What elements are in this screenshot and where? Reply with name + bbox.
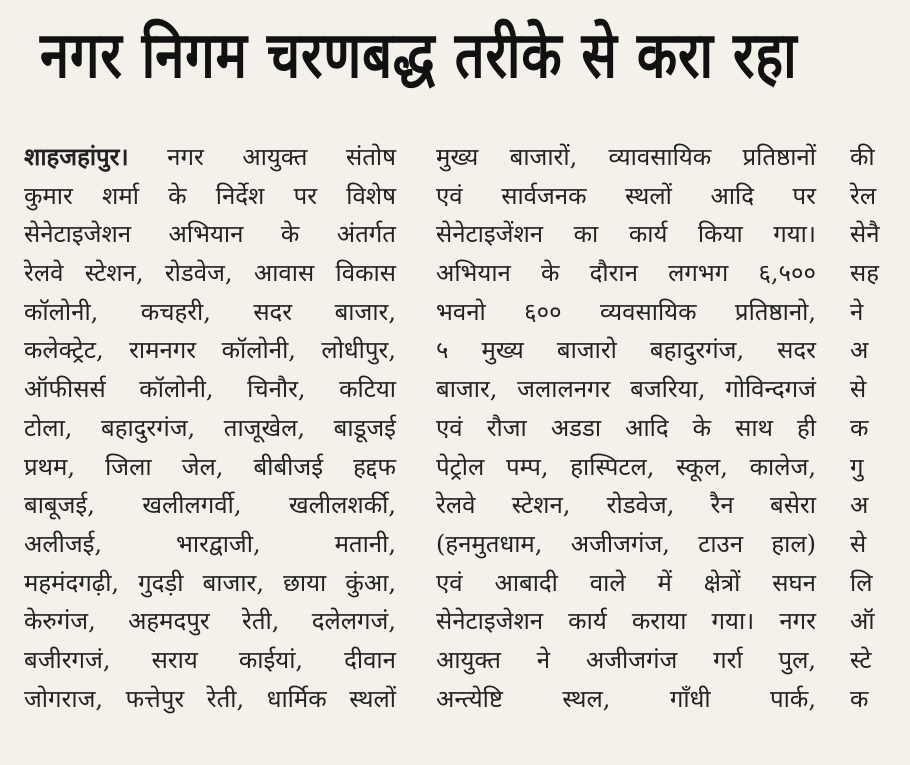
article-line: पेट्रोल पम्प, हास्पिटल, स्कूल, कालेज,: [436, 452, 816, 481]
article-line: सेनेटाइजेशन अभियान के अंतर्गत: [24, 220, 396, 249]
article-line: एवं सार्वजनक स्थलों आदि पर: [436, 181, 816, 210]
dateline: शाहजहांपुर।: [24, 142, 129, 171]
article-line: ऑ: [850, 607, 875, 636]
article-line: टोला, बहादुरगंज, ताजूखेल, बाडूजई: [24, 413, 396, 442]
article-line: ५ मुख्य बाजारो बहादुरगंज, सदर: [436, 336, 816, 365]
article-line: कॉलोनी, कचहरी, सदर बाजार,: [24, 297, 396, 326]
article-line: अलीजई, भारद्वाजी, मतानी,: [24, 529, 396, 558]
article-line: एवं रौजा अडडा आदि के साथ ही: [436, 413, 816, 442]
article-line: की: [850, 143, 875, 171]
article-line: अन्त्येष्टि स्थल, गाँधी पार्क,: [436, 684, 816, 713]
article-line: केरुगंज, अहमदपुर रेती, दलेलगजं,: [24, 607, 396, 636]
article-line: स्टे: [850, 645, 872, 674]
article-line: लि: [850, 568, 873, 597]
article-line: से: [850, 529, 867, 558]
article-line: गु: [850, 452, 864, 481]
article-line: एवं आबादी वाले में क्षेत्रों सघन: [436, 568, 816, 597]
article-line: सेनै: [850, 220, 880, 249]
article-line: बाजार, जलालनगर बजरिया, गोविन्दगजं: [436, 375, 816, 404]
article-line: भवनो ६०० व्यवसायिक प्रतिष्ठानो,: [436, 297, 816, 326]
article-line: शाहजहांपुर। नगर आयुक्त संतोष: [24, 138, 396, 177]
article-line: मुख्य बाजारों, व्यावसायिक प्रतिष्ठानों: [436, 143, 816, 171]
article-column-2: [436, 138, 816, 718]
article-line: रेल: [850, 181, 877, 210]
article-line: कुमार शर्मा के निर्देश पर विशेष: [24, 181, 396, 210]
article-line: आयुक्त ने अजीजगंज गर्रा पुल,: [436, 645, 816, 674]
article-line: ने: [850, 297, 864, 326]
article-line: अ: [850, 491, 869, 520]
article-line: रेलवे स्टेशन, रोडवेज, आवास विकास: [24, 259, 396, 288]
article-line: (हनमुतधाम, अजीजगंज, टाउन हाल): [436, 529, 816, 558]
article-line: जोगराज, फत्तेपुर रेती, धार्मिक स्थलों: [24, 684, 396, 713]
article-line: सेनेटाइजेंशन का कार्य किया गया।: [436, 220, 816, 249]
article-line: बाबूजई, खलीलगर्वी, खलीलशर्की,: [24, 491, 396, 520]
article-line: से: [850, 375, 867, 404]
article-column-1: [24, 138, 396, 718]
article-line: क: [850, 413, 869, 442]
article-line: क: [850, 684, 869, 713]
article-line: अभियान के दौरान लगभग ६,५००: [436, 259, 816, 288]
article-line: ऑफीसर्स कॉलोनी, चिनौर, कटिया: [24, 375, 396, 404]
article-line: अ: [850, 336, 869, 365]
article-line: प्रथम, जिला जेल, बीबीजई हद्दफ: [24, 452, 396, 481]
headline: नगर निगम चरणबद्ध तरीके से करा रहा: [40, 19, 798, 93]
article-line: रेलवे स्टेशन, रोडवेज, रैन बसेरा: [436, 491, 816, 520]
article-line: सह: [850, 259, 879, 288]
article-line: महमंदगढ़ी, गुदड़ी बाजार, छाया कुंआ,: [24, 568, 396, 597]
article-line: कलेक्ट्रेट, रामनगर कॉलोनी, लोधीपुर,: [24, 336, 396, 365]
article-line: सेनेटाइजेशन कार्य कराया गया। नगर: [436, 607, 816, 636]
article-column-3: [850, 138, 910, 718]
article-line: बजीरगजं, सराय काईयां, दीवान: [24, 645, 396, 674]
